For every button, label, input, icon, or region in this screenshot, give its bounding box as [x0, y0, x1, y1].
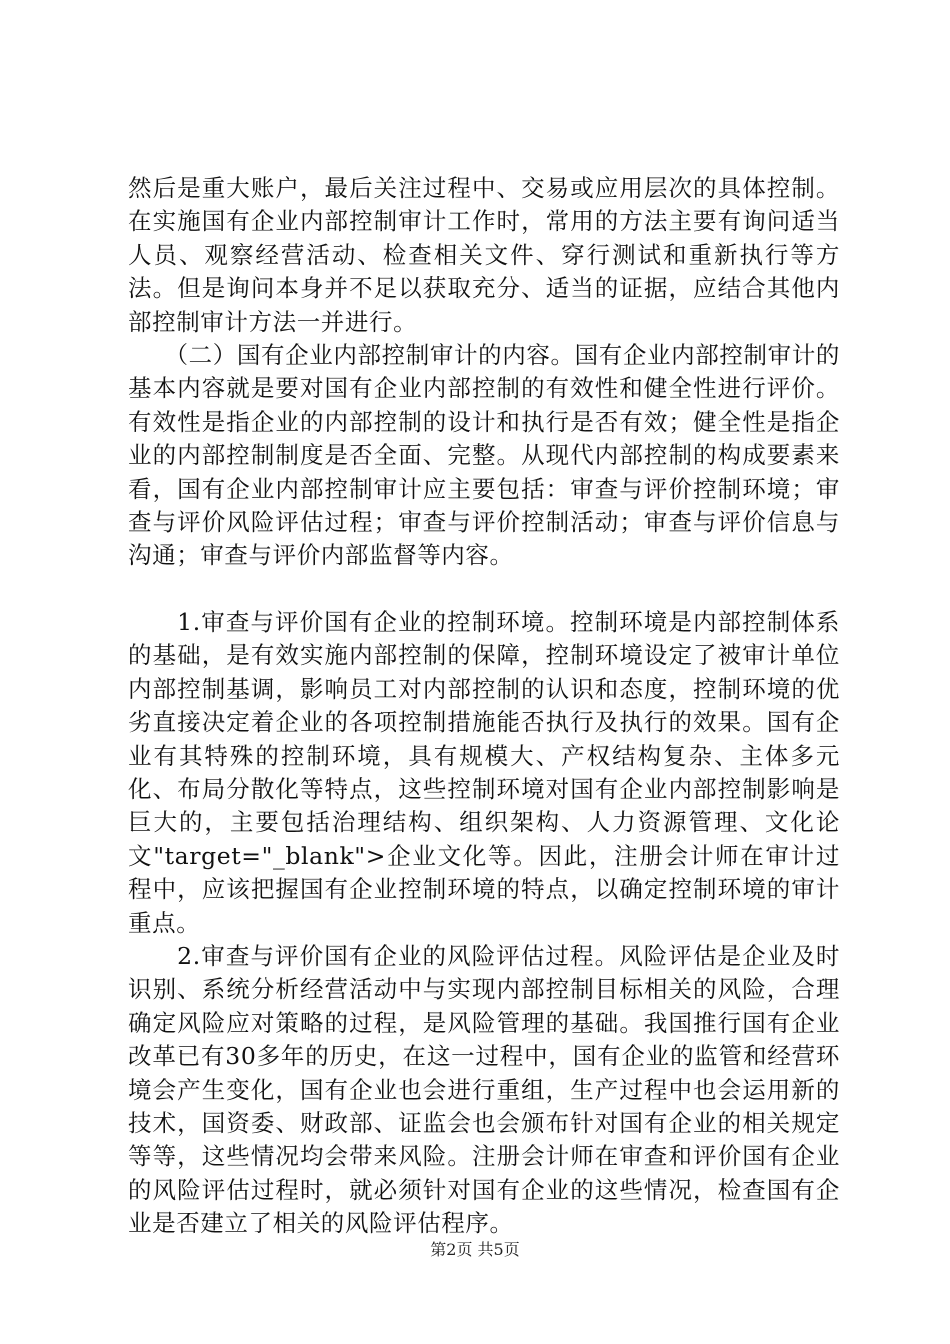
paragraph-risk-assessment: 2.审查与评价国有企业的风险评估过程。风险评估是企业及时识别、系统分析经营活动中与实现内部控制目标相关的风险，合理确定风险应对策略的过程，是风险管理的基础。我国推行国有企业改革已有30多年的历史，在这一过程中，国有企业的监管和经营环境会产生变化，国有企业也会进行重组，生产过程中也会运用新的技术，国资委、财政部、证监会也会颁布针对国有企业的相关规定等等，这些情况均会带来风险。注册会计师在审查和评价国有企业的风险评估过程时，就必须针对国有企业的这些情况，检查国有企业是否建立了相关的风险评估程序。 — [128, 941, 840, 1238]
paragraph-control-environment: 1.审查与评价国有企业的控制环境。控制环境是内部控制体系的基础，是有效实施内部控制的保障，控制环境设定了被审计单位内部控制基调，影响员工对内部控制的认识和态度，控制环境的优劣直接决定着企业的各项控制措施能否执行及执行的效果。国有企业有其特殊的控制环境，具有规模大、产权结构复杂、主体多元化、布局分散化等特点，这些控制环境对国有企业内部控制影响是巨大的，主要包括治理结构、组织架构、人力资源管理、文化论文"target="_blank">企业文化等。因此，注册会计师在审计过程中，应该把握国有企业控制环境的特点，以确定控制环境的审计重点。 — [128, 607, 840, 937]
paragraph-audit-content: （二）国有企业内部控制审计的内容。国有企业内部控制审计的基本内容就是要对国有企业内部控制的有效性和健全性进行评价。有效性是指企业的内部控制的设计和执行是否有效；健全性是指企业的内部控制制度是否全面、完整。从现代内部控制的构成要素来看，国有企业内部控制审计应主要包括：审查与评价控制环境；审查与评价风险评估过程；审查与评价控制活动；审查与评价信息与沟通；审查与评价内部监督等内容。 — [128, 341, 840, 570]
paragraph-audit-methods: 然后是重大账户，最后关注过程中、交易或应用层次的具体控制。在实施国有企业内部控制审计工作时，常用的方法主要有询问适当人员、观察经营活动、检查相关文件、穿行测试和重新执行等方法。但是询问本身并不足以获取充分、适当的证据，应结合其他内部控制审计方法一并进行。 — [128, 174, 840, 336]
document-body — [128, 172, 840, 1241]
page-number-footer: 第2页 共5页 — [430, 1240, 520, 1259]
paragraph-gap — [128, 573, 840, 606]
